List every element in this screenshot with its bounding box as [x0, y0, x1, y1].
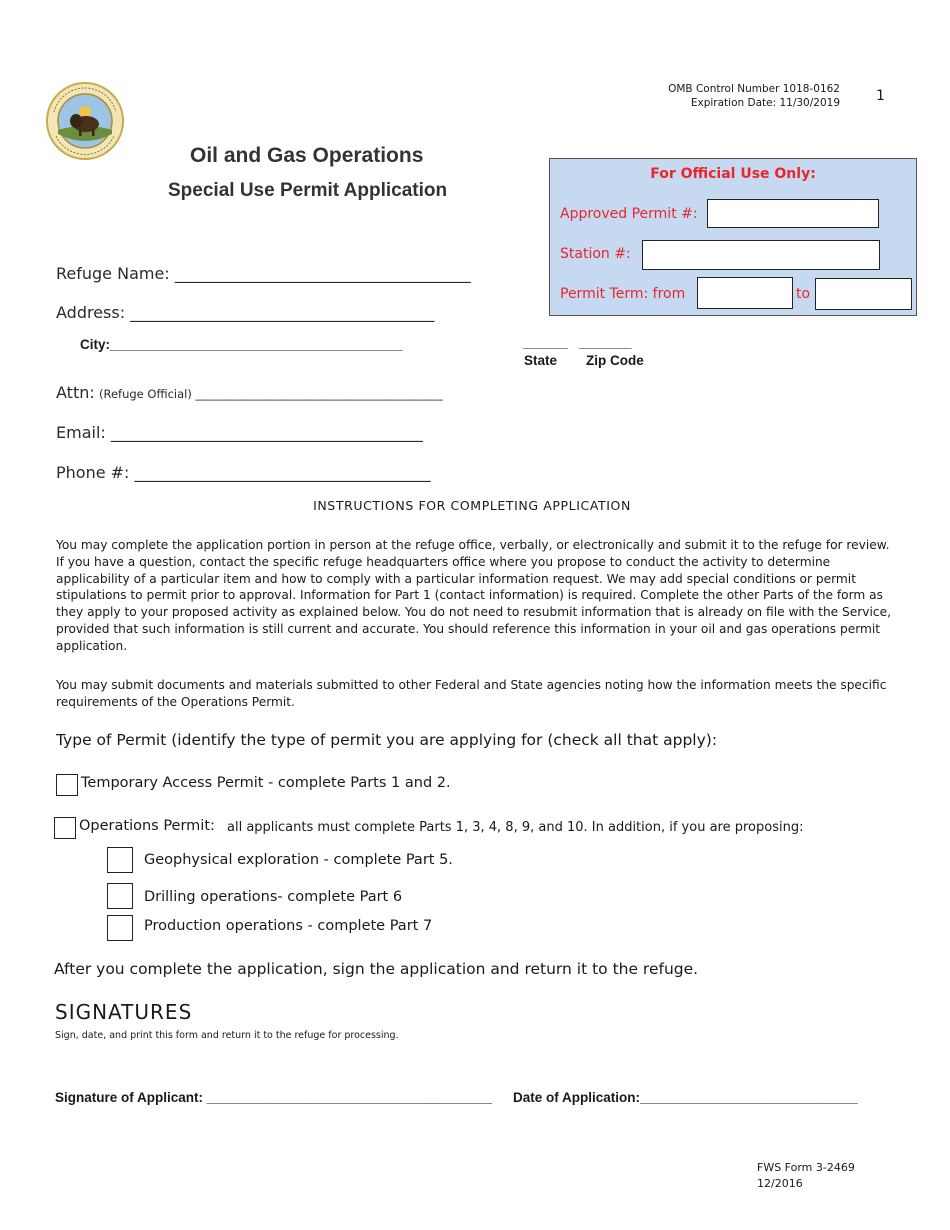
- operations-permit-note: all applicants must complete Parts 1, 3, 4, 8, 9, and 10. In addition, if you are proposing:: [227, 820, 804, 835]
- page-subtitle: Special Use Permit Application: [168, 180, 448, 201]
- temporary-access-checkbox[interactable]: [56, 774, 78, 796]
- operations-permit-checkbox[interactable]: [54, 817, 76, 839]
- form-footer: [757, 1160, 855, 1192]
- instructions-heading: INSTRUCTIONS FOR COMPLETING APPLICATION: [313, 498, 631, 513]
- permit-type-note: (identify the type of permit you are applying for (check all that apply):: [171, 731, 718, 749]
- zip-label: Zip Code: [586, 353, 644, 368]
- production-label: Production operations - complete Part 7: [144, 918, 433, 934]
- signatures-heading: SIGNATURES: [55, 1000, 193, 1024]
- approved-permit-field[interactable]: [707, 199, 879, 228]
- applicant-signature-field[interactable]: Signature of Applicant: ______________________________________: [55, 1090, 493, 1105]
- official-use-box: [549, 158, 917, 316]
- approved-permit-label: Approved Permit #:: [560, 206, 698, 222]
- permit-term-from-field[interactable]: [697, 277, 793, 309]
- email-field[interactable]: Email: _______________________________________: [56, 423, 423, 442]
- state-label: State: [524, 353, 558, 368]
- attn-label: Attn:: [56, 383, 95, 402]
- omb-control-number: OMB Control Number 1018-0162: [668, 83, 840, 95]
- state-field[interactable]: ______: [523, 335, 569, 350]
- geophysical-checkbox[interactable]: [107, 847, 133, 873]
- permit-type-heading: [56, 731, 717, 749]
- drilling-checkbox[interactable]: [107, 883, 133, 909]
- attn-field[interactable]: (Refuge Official) ___________________________________________: [99, 387, 443, 401]
- instructions-paragraph-1: You may complete the application portion in person at the refuge office, verbally, or electronically and submit it to the refuge for review. If you have a question, contact the specific refuge headquarters office where you propose to conduct the activity to determine applicability of a particular item and how to comply with a particular information request. We may add special conditions or permit stipulations to permit prior to approval. Information for Part 1 (contact information) is required. Complete the other Parts of the form as they apply to your proposed activity as explained below. You do not need to resubmit information that is already on file with the Service, provided that such information is still current and accurate. You should reference this information in your oil and gas operations permit application.: [56, 538, 891, 653]
- station-field[interactable]: [642, 240, 880, 270]
- operations-permit-label: Operations Permit:: [79, 818, 215, 834]
- phone-field[interactable]: Phone #: _____________________________________: [56, 463, 431, 482]
- application-date-field[interactable]: Date of Application:_____________________________: [513, 1090, 858, 1105]
- address-field[interactable]: Address: ______________________________________: [56, 303, 435, 322]
- official-use-heading: For Official Use Only:: [650, 166, 816, 182]
- refuge-name-field[interactable]: Refuge Name: _____________________________________: [56, 264, 471, 283]
- department-seal: [46, 82, 124, 160]
- form-date: 12/2016: [757, 1177, 803, 1190]
- permit-term-to-field[interactable]: [815, 278, 912, 310]
- page-number: 1: [876, 88, 885, 104]
- station-label: Station #:: [560, 246, 631, 262]
- expiration-date: Expiration Date: 11/30/2019: [690, 97, 840, 109]
- drilling-label: Drilling operations- complete Part 6: [144, 889, 403, 905]
- permit-type-title: Type of Permit: [56, 731, 167, 749]
- zip-field[interactable]: _______: [579, 335, 632, 350]
- instructions-paragraph-2: You may submit documents and materials submitted to other Federal and State agencies noting how the information meets the specific requirements of the Operations Permit.: [56, 678, 887, 709]
- closing-instruction: After you complete the application, sign the application and return it to the refuge.: [54, 960, 699, 978]
- city-field[interactable]: City:_______________________________________: [80, 337, 403, 352]
- geophysical-label: Geophysical exploration - complete Part 5.: [144, 852, 453, 868]
- production-checkbox[interactable]: [107, 915, 133, 941]
- omb-info: [620, 82, 840, 110]
- form-number: FWS Form 3-2469: [757, 1161, 855, 1174]
- permit-term-from-label: Permit Term: from: [560, 286, 686, 302]
- signatures-note: Sign, date, and print this form and return it to the refuge for processing.: [55, 1030, 399, 1041]
- page-title: Oil and Gas Operations: [190, 144, 424, 167]
- temporary-access-label: Temporary Access Permit - complete Parts 1 and 2.: [81, 775, 451, 791]
- permit-term-to-label: to: [796, 286, 811, 302]
